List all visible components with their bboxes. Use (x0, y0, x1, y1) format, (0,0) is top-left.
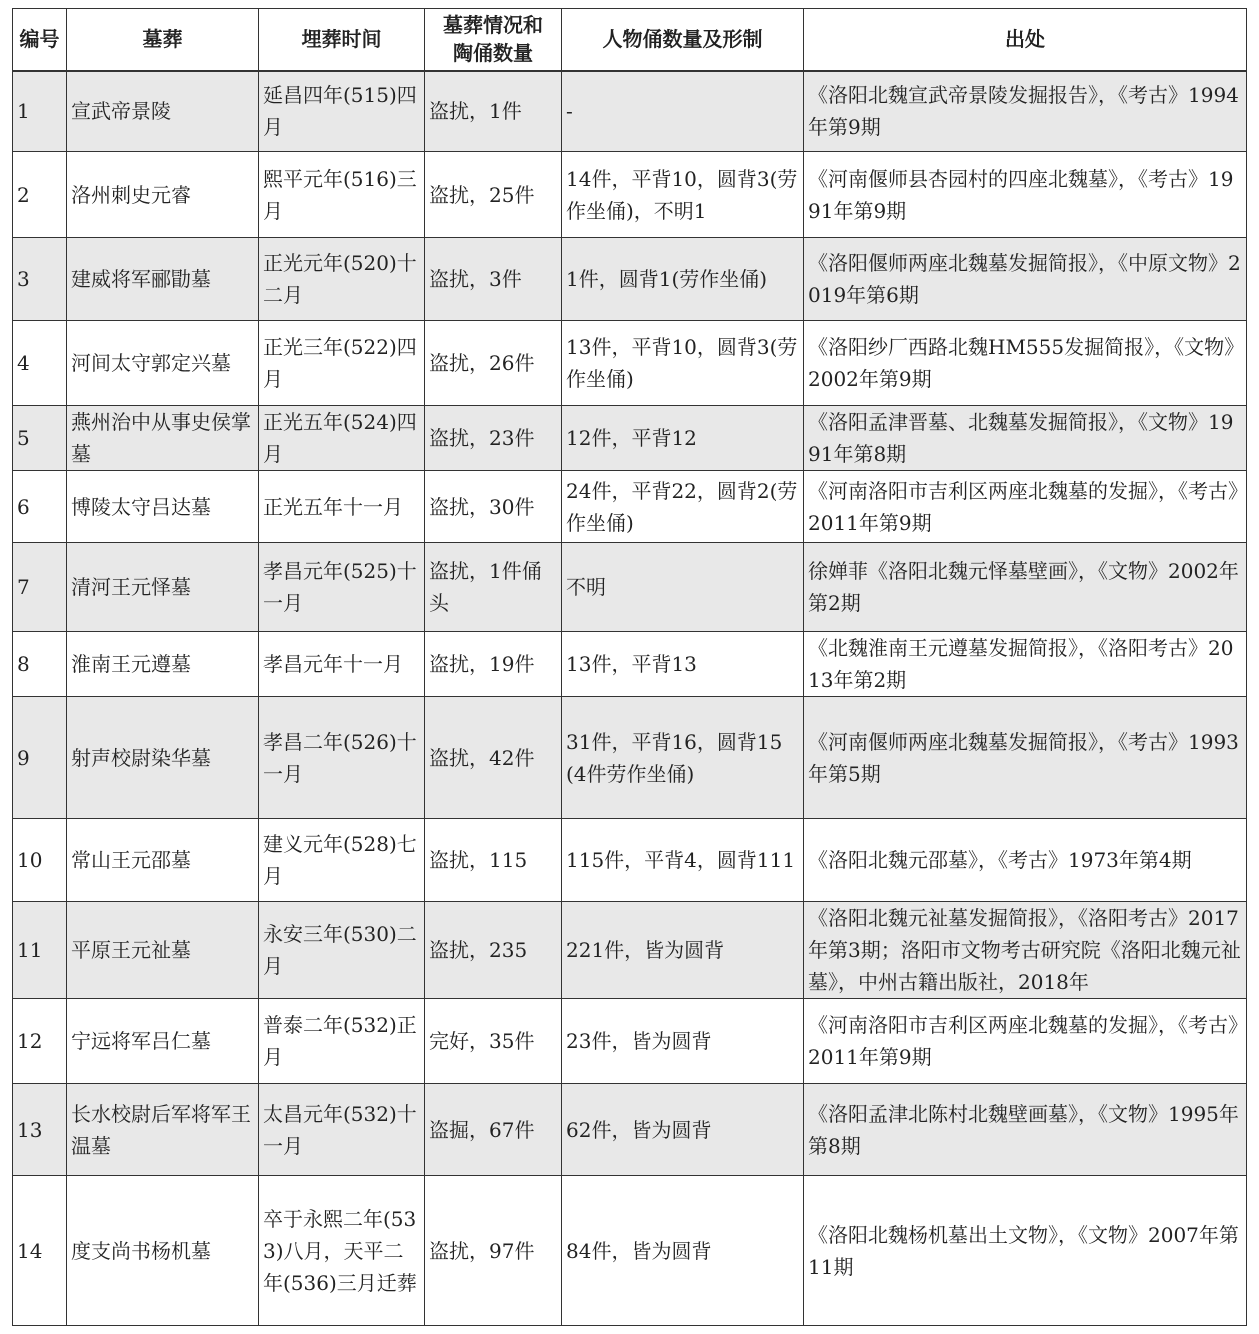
cell-no: 6 (13, 471, 67, 543)
cell-source: 《河南偃师县杏园村的四座北魏墓》，《考古》1991年第9期 (804, 152, 1247, 238)
cell-condition: 完好，35件 (425, 999, 562, 1084)
cell-tomb: 洛州刺史元睿 (67, 152, 259, 238)
cell-source: 《洛阳纱厂西路北魏HM555发掘简报》，《文物》2002年第9期 (804, 321, 1247, 406)
cell-no: 14 (13, 1176, 67, 1326)
cell-figures: - (562, 71, 804, 152)
cell-time: 太昌元年(532)十一月 (259, 1084, 425, 1176)
cell-time: 正光元年(520)十二月 (259, 238, 425, 321)
table-row (13, 1176, 1247, 1326)
header-source: 出处 (804, 9, 1247, 71)
header-tomb: 墓葬 (67, 9, 259, 71)
cell-condition: 盗扰，1件 (425, 71, 562, 152)
cell-no: 4 (13, 321, 67, 406)
cell-figures: 115件，平背4，圆背111 (562, 819, 804, 902)
cell-source: 《洛阳北魏元祉墓发掘简报》，《洛阳考古》2017年第3期；洛阳市文物考古研究院《洛阳北魏元祉墓》，中州古籍出版社，2018年 (804, 902, 1247, 999)
cell-figures: 62件，皆为圆背 (562, 1084, 804, 1176)
table-row (13, 152, 1247, 238)
cell-condition: 盗扰，30件 (425, 471, 562, 543)
cell-no: 12 (13, 999, 67, 1084)
cell-time: 孝昌二年(526)十一月 (259, 697, 425, 819)
cell-condition: 盗扰，23件 (425, 406, 562, 471)
cell-tomb: 射声校尉染华墓 (67, 697, 259, 819)
header-condition (425, 9, 562, 71)
table-row (13, 697, 1247, 819)
cell-figures: 14件，平背10，圆背3(劳作坐俑)，不明1 (562, 152, 804, 238)
cell-condition: 盗扰，3件 (425, 238, 562, 321)
cell-condition: 盗扰，25件 (425, 152, 562, 238)
cell-source: 《河南偃师两座北魏墓发掘简报》，《考古》1993年第5期 (804, 697, 1247, 819)
header-no: 编号 (13, 9, 67, 71)
cell-source: 《洛阳孟津北陈村北魏壁画墓》，《文物》1995年第8期 (804, 1084, 1247, 1176)
table-row (13, 543, 1247, 632)
cell-source: 《北魏淮南王元遵墓发掘简报》，《洛阳考古》2013年第2期 (804, 632, 1247, 697)
table-row (13, 471, 1247, 543)
cell-source: 《洛阳北魏宣武帝景陵发掘报告》，《考古》1994年第9期 (804, 71, 1247, 152)
header-burial-time: 埋葬时间 (259, 9, 425, 71)
header-condition-line1: 墓葬情况和 (443, 13, 543, 38)
cell-condition: 盗扰，26件 (425, 321, 562, 406)
cell-time: 正光三年(522)四月 (259, 321, 425, 406)
cell-condition: 盗扰，19件 (425, 632, 562, 697)
cell-tomb: 宁远将军吕仁墓 (67, 999, 259, 1084)
cell-time: 永安三年(530)二月 (259, 902, 425, 999)
cell-time: 熙平元年(516)三月 (259, 152, 425, 238)
cell-no: 13 (13, 1084, 67, 1176)
table-header (13, 9, 1247, 71)
cell-figures: 12件，平背12 (562, 406, 804, 471)
cell-no: 11 (13, 902, 67, 999)
cell-source: 《洛阳北魏杨机墓出土文物》，《文物》2007年第11期 (804, 1176, 1247, 1326)
header-figures: 人物俑数量及形制 (562, 9, 804, 71)
table-row (13, 632, 1247, 697)
cell-no: 8 (13, 632, 67, 697)
header-condition-line2: 陶俑数量 (453, 41, 533, 66)
cell-condition: 盗掘，67件 (425, 1084, 562, 1176)
table-row (13, 71, 1247, 152)
cell-source: 《洛阳偃师两座北魏墓发掘简报》，《中原文物》2019年第6期 (804, 238, 1247, 321)
cell-time: 孝昌元年(525)十一月 (259, 543, 425, 632)
table-row (13, 406, 1247, 471)
cell-tomb: 长水校尉后军将军王温墓 (67, 1084, 259, 1176)
table-row (13, 321, 1247, 406)
cell-condition: 盗扰，97件 (425, 1176, 562, 1326)
cell-no: 10 (13, 819, 67, 902)
cell-figures: 1件，圆背1(劳作坐俑) (562, 238, 804, 321)
cell-figures: 84件，皆为圆背 (562, 1176, 804, 1326)
cell-tomb: 河间太守郭定兴墓 (67, 321, 259, 406)
table-row (13, 999, 1247, 1084)
cell-no: 1 (13, 71, 67, 152)
cell-no: 9 (13, 697, 67, 819)
cell-source: 《河南洛阳市吉利区两座北魏墓的发掘》，《考古》2011年第9期 (804, 999, 1247, 1084)
cell-source: 《洛阳北魏元邵墓》，《考古》1973年第4期 (804, 819, 1247, 902)
cell-time: 正光五年十一月 (259, 471, 425, 543)
cell-time: 正光五年(524)四月 (259, 406, 425, 471)
cell-tomb: 宣武帝景陵 (67, 71, 259, 152)
cell-figures: 13件，平背10，圆背3(劳作坐俑) (562, 321, 804, 406)
cell-time: 延昌四年(515)四月 (259, 71, 425, 152)
cell-tomb: 淮南王元遵墓 (67, 632, 259, 697)
cell-condition: 盗扰，1件俑头 (425, 543, 562, 632)
cell-source: 《洛阳孟津晋墓、北魏墓发掘简报》，《文物》1991年第8期 (804, 406, 1247, 471)
cell-figures: 不明 (562, 543, 804, 632)
cell-time: 建义元年(528)七月 (259, 819, 425, 902)
table-row (13, 902, 1247, 999)
cell-figures: 24件，平背22，圆背2(劳作坐俑) (562, 471, 804, 543)
cell-figures: 23件，皆为圆背 (562, 999, 804, 1084)
cell-figures: 221件，皆为圆背 (562, 902, 804, 999)
cell-tomb: 建威将军郦勖墓 (67, 238, 259, 321)
cell-no: 2 (13, 152, 67, 238)
table-row (13, 238, 1247, 321)
tomb-table (12, 8, 1247, 1326)
cell-time: 卒于永熙二年(533)八月，天平二年(536)三月迁葬 (259, 1176, 425, 1326)
cell-figures: 13件，平背13 (562, 632, 804, 697)
cell-condition: 盗扰，42件 (425, 697, 562, 819)
cell-tomb: 燕州治中从事史侯掌墓 (67, 406, 259, 471)
cell-time: 普泰二年(532)正月 (259, 999, 425, 1084)
table-row (13, 1084, 1247, 1176)
cell-no: 3 (13, 238, 67, 321)
cell-time: 孝昌元年十一月 (259, 632, 425, 697)
cell-tomb: 博陵太守吕达墓 (67, 471, 259, 543)
cell-condition: 盗扰，235 (425, 902, 562, 999)
cell-tomb: 常山王元邵墓 (67, 819, 259, 902)
cell-condition: 盗扰，115 (425, 819, 562, 902)
cell-source: 《河南洛阳市吉利区两座北魏墓的发掘》，《考古》2011年第9期 (804, 471, 1247, 543)
table-body (13, 71, 1247, 1326)
cell-tomb: 平原王元祉墓 (67, 902, 259, 999)
cell-no: 5 (13, 406, 67, 471)
cell-source: 徐婵菲《洛阳北魏元怿墓壁画》，《文物》2002年第2期 (804, 543, 1247, 632)
cell-tomb: 度支尚书杨机墓 (67, 1176, 259, 1326)
table-row (13, 819, 1247, 902)
cell-no: 7 (13, 543, 67, 632)
cell-tomb: 清河王元怿墓 (67, 543, 259, 632)
cell-figures: 31件，平背16，圆背15(4件劳作坐俑) (562, 697, 804, 819)
